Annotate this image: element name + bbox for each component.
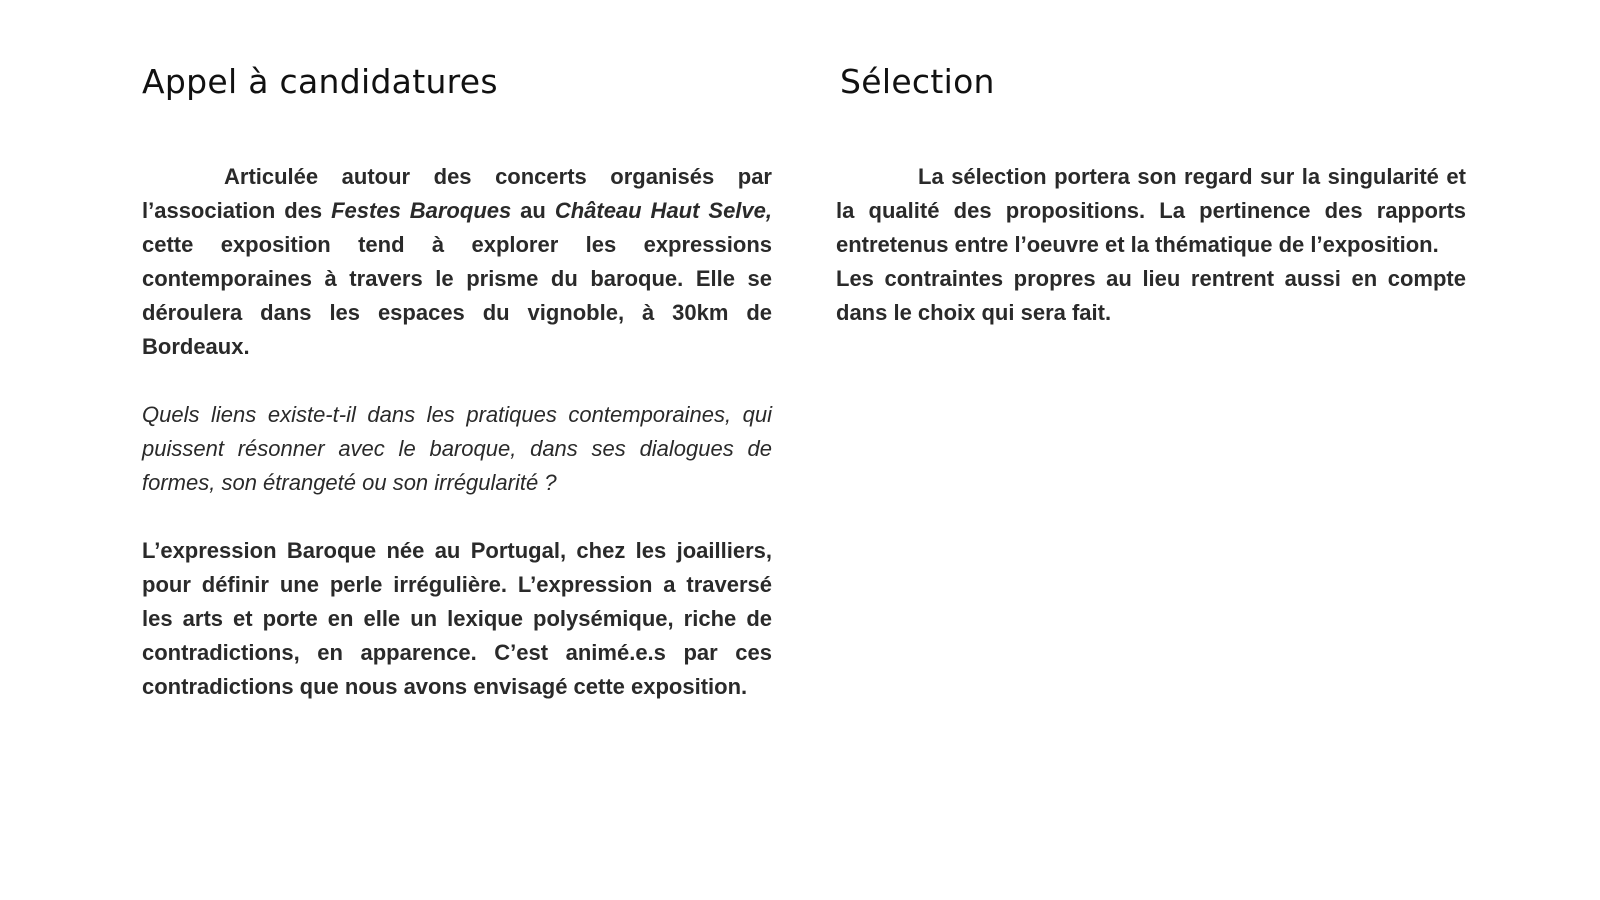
intro-text-end: cette exposition tend à explorer les expressions contemporaines à travers le prisme du baroque. Elle se déroulera dans les espaces du vignoble, à 30km de Bordeaux. <box>142 232 772 359</box>
selection-paragraph: La sélection portera son regard sur la singularité et la qualité des propositions. La pertinence des rapports entretenus entre l’oeuvre et la thématique de l’exposition. <box>836 164 1466 257</box>
intro-text-start: Articulée autour des concerts organisés par l’association des <box>142 164 772 223</box>
paragraph-gap <box>142 500 772 534</box>
question-paragraph: Quels liens existe-t-il dans les pratiques contemporaines, qui puissent résonner avec le baroque, dans ses dialogues de formes, son étrangeté ou son irrégularité ? <box>142 402 772 495</box>
selection-body <box>836 160 1466 330</box>
appel-body <box>142 160 772 704</box>
paragraph-gap <box>142 364 772 398</box>
baroque-paragraph: L’expression Baroque née au Portugal, chez les joailliers, pour définir une perle irrégulière. L’expression a traversé les arts et porte en elle un lexique polysémique, riche de contradictions, en apparence. C’est animé.e.s par ces contradictions que nous avons envisagé cette exposition. <box>142 538 772 699</box>
intro-paragraph <box>142 160 772 364</box>
intro-text-au: au <box>511 198 555 223</box>
chateau-name: Château Haut Selve, <box>554 198 773 223</box>
constraints-paragraph: Les contraintes propres au lieu rentrent aussi en compte dans le choix qui sera fait. <box>836 266 1466 325</box>
appel-heading: Appel à candidatures <box>142 62 498 101</box>
festes-baroques-name: Festes Baroques <box>331 198 512 223</box>
selection-heading: Sélection <box>840 62 995 101</box>
